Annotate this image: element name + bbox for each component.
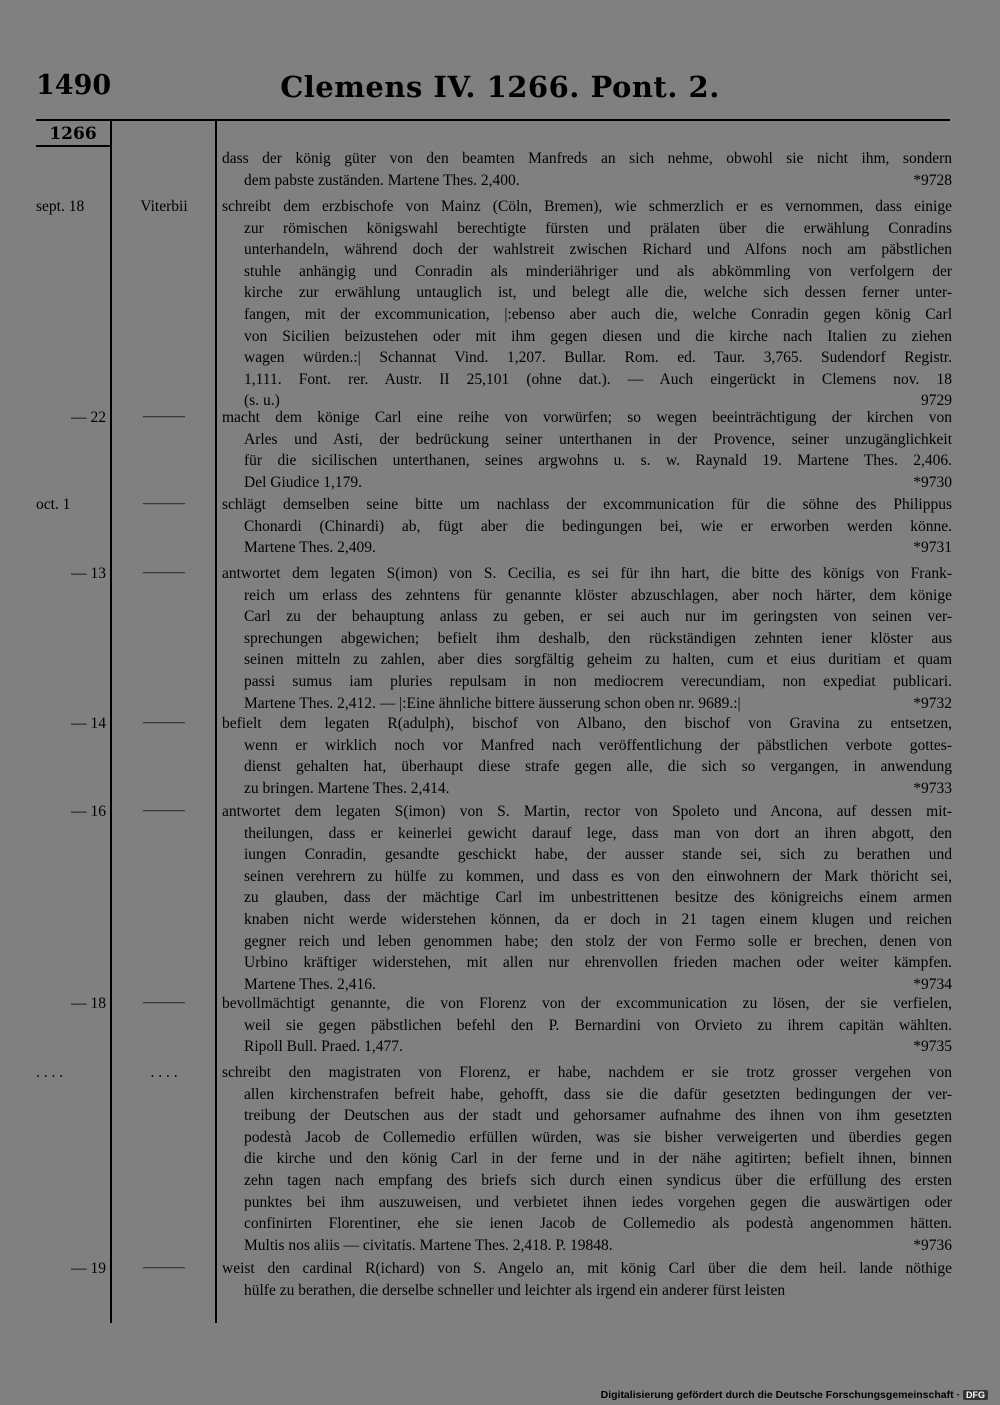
entry-text: fangen, mit der excommunication, |:ebenso aber auch die, welche Conradin gegen könig Carl xyxy=(244,305,952,323)
entry-text-line xyxy=(222,823,952,845)
entry-date: — 19 xyxy=(71,1260,106,1277)
dfg-logo-icon: DFG xyxy=(963,1390,988,1400)
entry-text: dienst gehalten hat, überhaupt diese strafe gegen alle, die sich so vergangen, in anwendung xyxy=(244,758,952,776)
column-divider-place xyxy=(215,121,217,1323)
entry-text: reich um erlass des zehntens für genannte klöster abzuschlagen, aber noch härter, dem könige xyxy=(244,586,952,604)
entry-text-line xyxy=(222,369,952,391)
entry-date: . . . . xyxy=(36,1064,64,1081)
entry-text: Martene Thes. 2,412. — |:Eine ähnliche bittere äusserung schon oben nr. 9689.:| xyxy=(244,694,741,712)
entry-text-line xyxy=(222,909,952,931)
entry-text: Martene Thes. 2,416. xyxy=(244,975,376,993)
entry-text-line xyxy=(222,1036,952,1058)
entry-text-line xyxy=(222,347,952,369)
entry-text-line xyxy=(222,1062,952,1084)
entry-text: stuhle anhängig und Conradin als minderiähriger und als abkömmling von verfolgern der xyxy=(244,262,952,280)
entry-text: weist den cardinal R(ichard) von S. Angelo an, mit könig Carl über die dem heil. lande nöthige xyxy=(222,1260,952,1277)
register-entry xyxy=(222,713,952,799)
entry-text: kirche zur erwählung untauglich ist, und belegt alle die, welche sich dessen ferner unter- xyxy=(244,284,952,302)
entry-text-line xyxy=(222,693,952,715)
entry-text: wenn er wirklich noch vor Manfred nach veröffentlichung der päbstlichen verbote gottes- xyxy=(244,736,952,754)
entry-text: zehn tagen nach empfang des briefs sich durch einen syndicus über die erfüllung des ersten xyxy=(244,1171,952,1189)
entry-text: für die sicilischen unterthanen, seines argwohns u. s. w. Raynald 19. Martene Thes. 2,406. xyxy=(244,452,952,470)
entry-number: *9731 xyxy=(913,539,952,557)
entry-date: — 18 xyxy=(71,995,106,1012)
entry-text-line xyxy=(222,304,952,326)
entry-number: *9730 xyxy=(913,473,952,491)
entry-text-line xyxy=(222,649,952,671)
entry-place: ——— xyxy=(143,715,185,730)
entry-text-line xyxy=(222,537,952,559)
register-entry xyxy=(222,1258,952,1301)
page-header xyxy=(0,70,1000,110)
entry-number: *9736 xyxy=(913,1236,952,1254)
entry-text: hülfe zu berathen, die derselbe schneller und leichter als irgend ein anderer fürst leisten xyxy=(244,1281,786,1299)
entry-text-line xyxy=(222,239,952,261)
entry-text-line xyxy=(222,778,952,800)
entry-text-line xyxy=(222,516,952,538)
entry-text: 1,111. Font. rer. Austr. II 25,101 (ohne dat.). — Auch eingerückt in Clemens nov. 18 xyxy=(244,370,952,388)
entry-place: . . . . xyxy=(150,1064,178,1081)
entry-place: ——— xyxy=(143,565,185,580)
register-entry xyxy=(222,148,952,191)
entry-number: *9728 xyxy=(913,171,952,189)
entry-text-line xyxy=(222,606,952,628)
register-entry xyxy=(222,801,952,995)
entry-text: zu glauben, dass der mächtige Carl im unbestrittenen besitze des königreichs einem armen xyxy=(244,889,952,907)
column-divider-date xyxy=(110,121,112,1323)
entry-text-line xyxy=(222,218,952,240)
entry-text-line xyxy=(222,1105,952,1127)
entry-text-line xyxy=(222,196,952,218)
register-entry xyxy=(222,494,952,559)
entry-text: knaben nicht werde widerstehen können, da er doch in 21 tagen einem klugen und reichen xyxy=(244,910,952,928)
entry-text: zur römischen königswahl berechtigte fürsten und prälaten über die erwählung Conradins xyxy=(244,219,952,237)
entry-text-line xyxy=(222,1280,952,1302)
entry-text-line xyxy=(222,1148,952,1170)
entry-text: Martene Thes. 2,409. xyxy=(244,539,376,557)
entry-text: confinirten Florentiner, ehe sie ienen Jacob de Collemedio als podestà angenommen hätten. xyxy=(244,1215,952,1233)
entry-text-line xyxy=(222,887,952,909)
entry-text: weil sie gegen päbstlichen befehl den P. Bernardini von Orvieto zu ihrem capitän wählten. xyxy=(244,1016,952,1034)
entry-text-line xyxy=(222,628,952,650)
entry-date: — 14 xyxy=(71,715,106,732)
entry-text-line xyxy=(222,952,952,974)
entry-text: antwortet dem legaten S(imon) von S. Martin, rector von Spoleto und Ancona, auf dessen mit- xyxy=(222,803,952,820)
entry-text-line xyxy=(222,1235,952,1257)
entry-text: theilungen, dass er keinerlei gewicht darauf lege, dass man von dort an ihren abgott, den xyxy=(244,824,952,842)
entry-text: seinen verehrern zu hülfe zu kommen, und dass es von den einwohnern der Mark thöricht sei, xyxy=(244,867,952,885)
entry-place: ——— xyxy=(143,496,185,511)
entry-text-line xyxy=(222,261,952,283)
entry-text: schreibt dem erzbischofe von Mainz (Cöln, Bremen), wie schmerzlich er es vernommen, dass einige xyxy=(222,198,952,215)
entry-text-line xyxy=(222,993,952,1015)
entry-text: befielt dem legaten R(adulph), bischof von Albano, den bischof von Gravina zu entsetzen, xyxy=(222,715,952,732)
entry-text-line xyxy=(222,407,952,429)
entry-text: schlägt demselben seine bitte um nachlass der excommunication für die söhne des Philippus xyxy=(222,496,952,513)
entry-text-line xyxy=(222,148,952,170)
entry-text: antwortet dem legaten S(imon) von S. Cecilia, es sei für ihn hart, die bitte des königs von Frank- xyxy=(222,565,952,582)
entry-date: — 22 xyxy=(71,409,106,426)
entry-date: sept. 18 xyxy=(36,198,85,215)
entry-text: sprechungen abgewichen; befielt ihm deshalb, den rückständigen zehnten iener klöster aus xyxy=(244,629,952,647)
entry-text-line xyxy=(222,429,952,451)
entry-text: treibung der Deutschen aus der stadt und gehorsamer aufnahme des ihnen von ihm gesetzten xyxy=(244,1107,952,1125)
entry-text-line xyxy=(222,563,952,585)
entry-text: punktes bei ihm auszuweisen, und verbietet ihnen iedes vorgehen gegen die auswärtigen oder xyxy=(244,1193,952,1211)
entry-text: passi sumus iam pluries repulsam in non mediocrem verecundiam, non expediat publicari. xyxy=(244,672,952,690)
entry-text: Ripoll Bull. Praed. 1,477. xyxy=(244,1038,403,1056)
entry-text-line xyxy=(222,1192,952,1214)
year-underline xyxy=(36,145,110,147)
entry-number: *9732 xyxy=(913,694,952,712)
entry-text: wagen würden.:| Schannat Vind. 1,207. Bullar. Rom. ed. Taur. 3,765. Sudendorf Registr. xyxy=(244,349,952,367)
entry-text-line xyxy=(222,494,952,516)
running-title: Clemens IV. 1266. Pont. 2. xyxy=(280,70,720,104)
entry-text: schreibt den magistraten von Florenz, er habe, nachdem er sie trotz grosser vergehen von xyxy=(222,1064,952,1081)
entry-text: von Sicilien beizustehen oder mit ihm gegen diesen und die kirche nach Italien zu ziehen xyxy=(244,327,952,345)
entry-date: — 13 xyxy=(71,565,106,582)
header-rule xyxy=(36,119,950,121)
register-entry xyxy=(222,563,952,714)
entry-text-line xyxy=(222,713,952,735)
register-entry xyxy=(222,196,952,412)
entry-text: seinen mitteln zu zahlen, aber dies sorgfältig geheim zu halten, cum et eius duritiam et quam xyxy=(244,651,952,669)
entry-text-line xyxy=(222,1258,952,1280)
page-number: 1490 xyxy=(36,70,112,101)
entry-text-line xyxy=(222,801,952,823)
footer-credit xyxy=(601,1389,988,1401)
entry-text-line xyxy=(222,1213,952,1235)
entry-date: — 16 xyxy=(71,803,106,820)
entry-text-line xyxy=(222,1127,952,1149)
entry-text: iungen Conradin, gesandte geschickt habe, der ausser stande sei, sich zu berathen und xyxy=(244,846,952,864)
entry-text: allen kirchenstrafen befreit habe, gehofft, dass sie die dafür gesetzten bedingungen der ver- xyxy=(244,1085,952,1103)
footer-credit-text: Digitalisierung gefördert durch die Deutsche Forschungsgemeinschaft · xyxy=(600,1389,960,1401)
entry-text: Carl zu der behauptung anlass zu geben, er sei auch nur im geringsten von seinen ver- xyxy=(244,608,952,626)
register-entry xyxy=(222,407,952,493)
entry-text-line xyxy=(222,1170,952,1192)
entry-text: dem pabste zuständen. Martene Thes. 2,400. xyxy=(244,171,520,189)
entry-text: Chonardi (Chinardi) ab, fügt aber die bedingungen bei, wie er erworben werden könne. xyxy=(244,517,952,535)
entry-text: (s. u.) xyxy=(244,392,280,410)
entry-place: ——— xyxy=(143,803,185,818)
entry-date: oct. 1 xyxy=(36,496,71,513)
entry-number: 9729 xyxy=(921,392,952,410)
entry-text-line xyxy=(222,671,952,693)
entry-text: Multis nos aliis — civitatis. Martene Thes. 2,418. P. 19848. xyxy=(244,1236,613,1254)
entry-text: Urbino kräftiger widerstehen, mit allen nur ehrenvollen frieden machen oder weiter kämpfen. xyxy=(244,954,952,972)
entry-place: ——— xyxy=(143,995,185,1010)
entry-text-line xyxy=(222,450,952,472)
entry-text-line xyxy=(222,931,952,953)
entry-text: die kirche und den könig Carl in der ferne und in der nähe agitirten; befielt ihnen, binnen xyxy=(244,1150,952,1168)
entry-text: bevollmächtigt genannte, die von Florenz von der excommunication zu lösen, der sie verfielen, xyxy=(222,995,952,1012)
year-heading: 1266 xyxy=(49,124,97,144)
entry-text-line xyxy=(222,472,952,494)
entry-text: dass der könig güter von den beamten Manfreds an sich nehme, obwohl sie nicht ihm, sondern xyxy=(222,150,952,167)
entry-text-line xyxy=(222,844,952,866)
entry-place: Viterbii xyxy=(140,198,188,215)
entry-text: macht dem könige Carl eine reihe von vorwürfen; so wegen beeinträchtigung der kirchen von xyxy=(222,409,952,426)
entry-text-line xyxy=(222,1084,952,1106)
entry-text-line xyxy=(222,326,952,348)
entry-text-line xyxy=(222,170,952,192)
entry-text: zu bringen. Martene Thes. 2,414. xyxy=(244,779,450,797)
entry-text-line xyxy=(222,735,952,757)
entry-text-line xyxy=(222,866,952,888)
entry-number: *9735 xyxy=(913,1038,952,1056)
entry-place: ——— xyxy=(143,1260,185,1275)
entry-text-line xyxy=(222,282,952,304)
entry-text: gegner reich und leben genommen habe; den stolz der von Fermo solle er brechen, denen von xyxy=(244,932,952,950)
entry-place: ——— xyxy=(143,409,185,424)
entry-text-line xyxy=(222,1015,952,1037)
entry-text: Arles und Asti, der bedrückung seiner unterthanen in der Provence, seiner unzugänglichkeit xyxy=(244,430,952,448)
register-entry xyxy=(222,993,952,1058)
entry-text-line xyxy=(222,756,952,778)
entry-number: *9734 xyxy=(913,975,952,993)
register-entry xyxy=(222,1062,952,1256)
entry-text: Del Giudice 1,179. xyxy=(244,473,362,491)
entry-number: *9733 xyxy=(913,779,952,797)
entry-text: unterhandeln, während doch der wahlstreit zwischen Richard und Alfons noch am päbstlichen xyxy=(244,241,952,259)
entry-text: podestà Jacob de Collemedio erfüllen würden, was sie bisher verweigerten und überdies gegen xyxy=(244,1128,952,1146)
entry-text-line xyxy=(222,585,952,607)
